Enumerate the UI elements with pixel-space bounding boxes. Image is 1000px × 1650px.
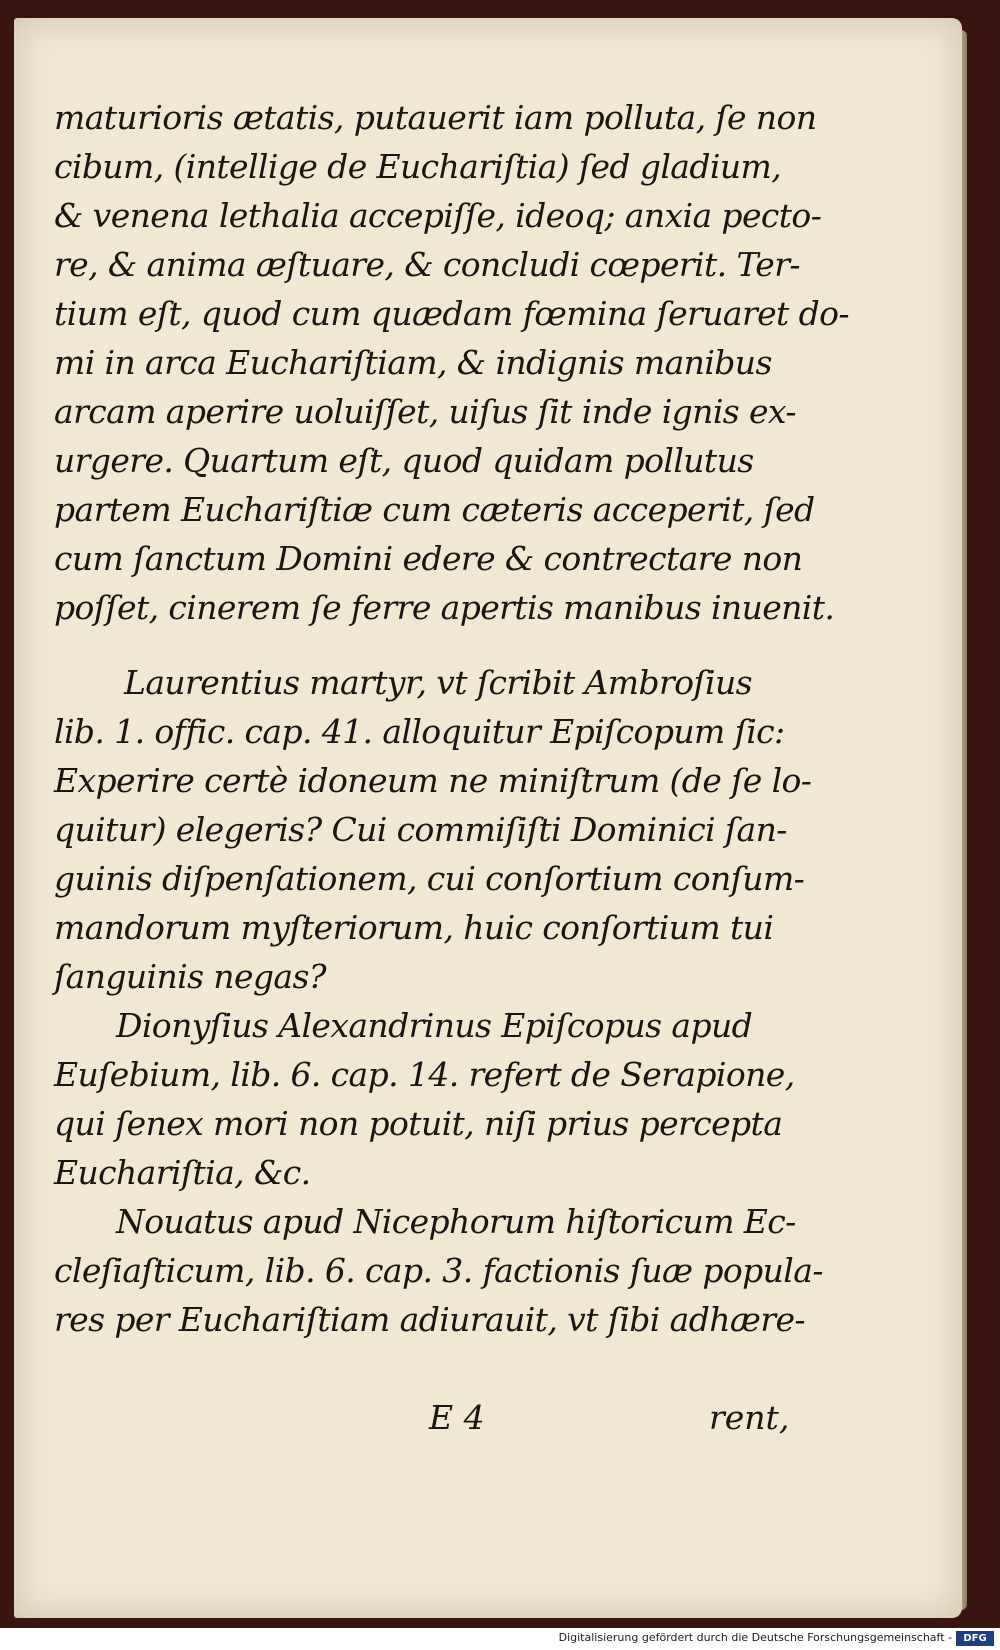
text-line: mi in arca Euchariſtiam, & indignis manibus xyxy=(54,343,772,382)
text-line: Euchariſtia, &c. xyxy=(54,1153,311,1192)
book-page xyxy=(14,18,962,1618)
text-line: Euſebium, lib. 6. cap. 14. refert de Serapione, xyxy=(54,1055,795,1094)
text-line: maturioris ætatis, putauerit iam polluta, ſe non xyxy=(54,98,817,137)
text-line: mandorum myſteriorum, huic conſortium tui xyxy=(54,908,774,947)
text-line: Dionyſius Alexandrinus Epiſcopus apud xyxy=(116,1006,753,1045)
text-line: quitur) elegeris? Cui commiſiſti Dominici ſan- xyxy=(54,810,787,849)
text-line: arcam aperire uoluiſſet, uiſus ſit inde ignis ex- xyxy=(54,392,796,431)
catchword: rent, xyxy=(709,1398,790,1437)
footer-bar xyxy=(0,1628,1000,1650)
text-line: guinis diſpenſationem, cui conſortium conſum- xyxy=(54,859,805,898)
dfg-logo-icon: DFG xyxy=(956,1631,994,1646)
text-line: cibum, (intellige de Euchariſtia) ſed gladium, xyxy=(54,147,782,186)
text-line: Laurentius martyr, vt ſcribit Ambroſius xyxy=(124,663,752,702)
funding-credit: Digitalisierung gefördert durch die Deutsche Forschungsgemeinschaft - xyxy=(558,1631,952,1644)
text-line: res per Euchariſtiam adiurauit, vt ſibi adhære- xyxy=(54,1300,805,1339)
text-line: cleſiaſticum, lib. 6. cap. 3. factionis ſuæ popula- xyxy=(54,1251,823,1290)
text-line: cum ſanctum Domini edere & contrectare non xyxy=(54,539,803,578)
signature-mark: E 4 xyxy=(429,1398,485,1437)
text-line: poſſet, cinerem ſe ferre apertis manibus inuenit. xyxy=(54,588,835,627)
text-line: & venena lethalia accepiſſe, ideoq; anxia pecto- xyxy=(54,196,822,235)
text-line: partem Euchariſtiæ cum cæteris acceperit, ſed xyxy=(54,490,815,529)
text-line: re, & anima æſtuare, & concludi cœperit. Ter- xyxy=(54,245,800,284)
text-line: qui ſenex mori non potuit, niſi prius percepta xyxy=(54,1104,783,1143)
text-line: Experire certè idoneum ne miniſtrum (de ſe lo- xyxy=(54,761,812,800)
text-line: lib. 1. offic. cap. 41. alloquitur Epiſcopum ſic: xyxy=(54,712,785,751)
text-line: urgere. Quartum eſt, quod quidam pollutus xyxy=(54,441,754,480)
text-line: ſanguinis negas? xyxy=(54,957,326,996)
page-foot xyxy=(14,1398,794,1448)
text-line: tium eſt, quod cum quædam fœmina ſeruaret do- xyxy=(54,294,849,333)
text-line: Nouatus apud Nicephorum hiſtoricum Ec- xyxy=(116,1202,796,1241)
